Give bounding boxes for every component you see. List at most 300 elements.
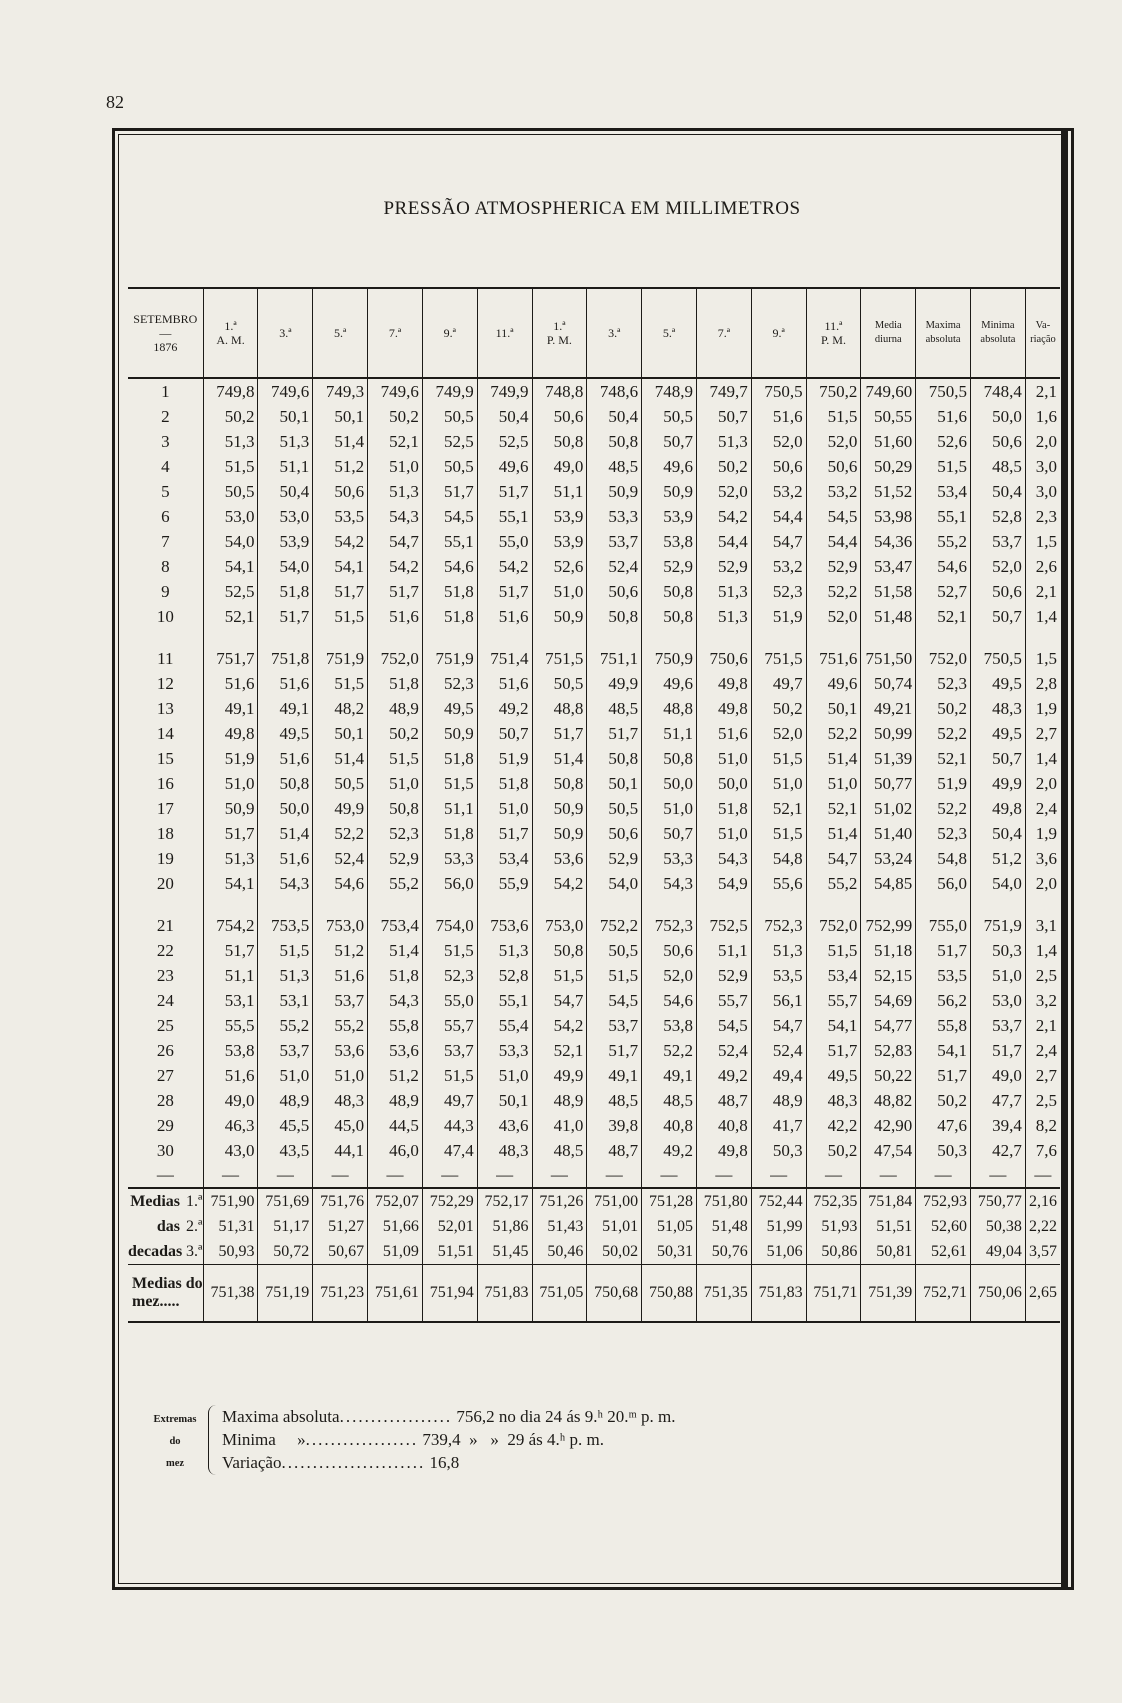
value-cell: 751,19 — [258, 1265, 313, 1323]
value-cell: 50,8 — [587, 429, 642, 454]
gap-cell — [422, 896, 477, 913]
value-cell: 752,29 — [422, 1188, 477, 1214]
table-row — [128, 871, 1060, 896]
value-cell: 53,3 — [477, 1038, 532, 1063]
value-cell: 51,1 — [532, 479, 587, 504]
value-cell: 49,8 — [696, 696, 751, 721]
spacer-cell — [128, 1322, 1060, 1337]
value-cell: 53,9 — [532, 504, 587, 529]
extremas-line-value: 756,2 no dia 24 ás 9.ʰ 20.ᵐ p. m. — [456, 1407, 676, 1426]
header-month — [128, 288, 203, 378]
value-cell: 51,48 — [861, 604, 916, 629]
value-cell: 51,8 — [422, 746, 477, 771]
value-cell: 50,7 — [971, 604, 1026, 629]
value-cell: 52,1 — [532, 1038, 587, 1063]
medias-row — [128, 1214, 1060, 1239]
value-cell: 51,7 — [203, 938, 258, 963]
value-cell: 2,4 — [1025, 796, 1060, 821]
value-cell: 51,18 — [861, 938, 916, 963]
value-cell: 51,0 — [532, 579, 587, 604]
value-cell: 54,1 — [916, 1038, 971, 1063]
table-row — [128, 646, 1060, 671]
value-cell: 52,4 — [751, 1038, 806, 1063]
value-cell: 53,7 — [258, 1038, 313, 1063]
value-cell: 51,99 — [751, 1214, 806, 1239]
gap-cell — [642, 629, 697, 646]
value-cell: 751,8 — [258, 646, 313, 671]
day-cell: 7 — [161, 531, 170, 551]
value-cell: 50,2 — [368, 404, 423, 429]
value-cell: 51,4 — [313, 429, 368, 454]
value-cell: 55,2 — [313, 1013, 368, 1038]
value-cell: 41,7 — [751, 1113, 806, 1138]
day-cell: 9 — [161, 581, 170, 601]
value-cell: 56,0 — [422, 871, 477, 896]
value-cell: 52,1 — [203, 604, 258, 629]
dash-cell: — — [916, 1163, 971, 1188]
header-col: 11.ª — [477, 288, 532, 378]
value-cell: 39,8 — [587, 1113, 642, 1138]
value-cell: 51,0 — [477, 1063, 532, 1088]
value-cell: 49,8 — [696, 1138, 751, 1163]
value-cell: 54,1 — [806, 1013, 861, 1038]
value-cell: 54,3 — [696, 846, 751, 871]
value-cell: 50,7 — [971, 746, 1026, 771]
value-cell: 1,6 — [1025, 404, 1060, 429]
value-cell: 50,3 — [916, 1138, 971, 1163]
value-cell: 40,8 — [642, 1113, 697, 1138]
value-cell: 50,8 — [587, 746, 642, 771]
value-cell: 2,5 — [1025, 963, 1060, 988]
value-cell: 50,86 — [806, 1239, 861, 1265]
value-cell: 51,8 — [368, 671, 423, 696]
value-cell: 51,7 — [587, 1038, 642, 1063]
dash-cell: — — [156, 1165, 174, 1184]
value-cell: 48,7 — [696, 1088, 751, 1113]
day-cell: 1 — [161, 381, 170, 401]
value-cell: 751,39 — [861, 1265, 916, 1323]
value-cell: 750,6 — [696, 646, 751, 671]
value-cell: 51,7 — [971, 1038, 1026, 1063]
table-row — [128, 378, 1060, 404]
value-cell: 51,4 — [806, 746, 861, 771]
value-cell: 52,2 — [313, 821, 368, 846]
value-cell: 751,9 — [313, 646, 368, 671]
value-cell: 52,01 — [422, 1214, 477, 1239]
value-cell: 752,3 — [751, 913, 806, 938]
value-cell: 750,88 — [642, 1265, 697, 1323]
value-cell: 50,8 — [642, 604, 697, 629]
value-cell: 50,77 — [861, 771, 916, 796]
value-cell: 51,4 — [806, 821, 861, 846]
value-cell: 53,6 — [368, 1038, 423, 1063]
value-cell: 1,5 — [1025, 646, 1060, 671]
value-cell: 50,1 — [313, 404, 368, 429]
value-cell: 51,0 — [806, 771, 861, 796]
value-cell: 50,9 — [532, 821, 587, 846]
value-cell: 42,7 — [971, 1138, 1026, 1163]
medias-row — [128, 1239, 1060, 1265]
header-col — [1025, 288, 1060, 378]
gap-cell — [128, 896, 203, 913]
value-cell: 3,1 — [1025, 913, 1060, 938]
value-cell: 1,4 — [1025, 746, 1060, 771]
extremas-line — [222, 1405, 676, 1428]
value-cell: 2,3 — [1025, 504, 1060, 529]
day-cell: 15 — [156, 748, 174, 768]
value-cell: 49,5 — [258, 721, 313, 746]
header-col — [916, 288, 971, 378]
value-cell: 51,86 — [477, 1214, 532, 1239]
medias-row — [128, 1188, 1060, 1214]
table-row — [128, 579, 1060, 604]
value-cell: 51,4 — [313, 746, 368, 771]
dash-cell: — — [1025, 1163, 1060, 1188]
value-cell: 54,5 — [806, 504, 861, 529]
value-cell: 52,2 — [806, 579, 861, 604]
value-cell: 51,7 — [368, 579, 423, 604]
gap-cell — [861, 896, 916, 913]
value-cell: 751,84 — [861, 1188, 916, 1214]
value-cell: 51,6 — [313, 963, 368, 988]
value-cell: 51,66 — [368, 1214, 423, 1239]
value-cell: 54,2 — [313, 529, 368, 554]
value-cell: 51,60 — [861, 429, 916, 454]
value-cell: 52,9 — [368, 846, 423, 871]
value-cell: 51,05 — [642, 1214, 697, 1239]
value-cell: 49,9 — [971, 771, 1026, 796]
header-col: 7.ª — [368, 288, 423, 378]
value-cell: 750,77 — [971, 1188, 1026, 1214]
value-cell: 753,5 — [258, 913, 313, 938]
value-cell: 752,35 — [806, 1188, 861, 1214]
gap-cell — [916, 896, 971, 913]
table-row — [128, 671, 1060, 696]
header-text: 1.ª — [553, 319, 566, 333]
value-cell: 51,4 — [368, 938, 423, 963]
value-cell: 50,5 — [422, 404, 477, 429]
value-cell: 51,40 — [861, 821, 916, 846]
value-cell: 751,76 — [313, 1188, 368, 1214]
value-cell: 54,85 — [861, 871, 916, 896]
value-cell: 53,24 — [861, 846, 916, 871]
gap-cell — [422, 629, 477, 646]
gap-cell — [477, 896, 532, 913]
value-cell: 49,8 — [971, 796, 1026, 821]
value-cell: 51,7 — [477, 479, 532, 504]
value-cell: 52,61 — [916, 1239, 971, 1265]
value-cell: 53,7 — [587, 529, 642, 554]
value-cell: 2,5 — [1025, 1088, 1060, 1113]
value-cell: 48,9 — [368, 696, 423, 721]
value-cell: 51,9 — [751, 604, 806, 629]
table-row — [128, 504, 1060, 529]
value-cell: 752,0 — [368, 646, 423, 671]
value-cell: 52,0 — [751, 721, 806, 746]
dash-cell: — — [422, 1163, 477, 1188]
value-cell: 51,4 — [258, 821, 313, 846]
value-cell: 51,39 — [861, 746, 916, 771]
value-cell: 51,7 — [422, 479, 477, 504]
value-cell: 54,0 — [203, 529, 258, 554]
value-cell: 750,9 — [642, 646, 697, 671]
value-cell: 53,5 — [916, 963, 971, 988]
value-cell: 51,0 — [203, 771, 258, 796]
value-cell: 752,07 — [368, 1188, 423, 1214]
value-cell: 53,7 — [587, 1013, 642, 1038]
value-cell: 53,7 — [313, 988, 368, 1013]
value-cell: 50,4 — [477, 404, 532, 429]
value-cell: 751,26 — [532, 1188, 587, 1214]
header-text: absoluta — [980, 334, 1016, 345]
value-cell: 51,3 — [258, 963, 313, 988]
value-cell: 53,7 — [422, 1038, 477, 1063]
day-cell: 30 — [156, 1140, 174, 1160]
value-cell: 752,93 — [916, 1188, 971, 1214]
gap-row — [128, 629, 1060, 646]
value-cell: 51,5 — [587, 963, 642, 988]
value-cell: 753,0 — [313, 913, 368, 938]
extremas-label-line: do — [169, 1436, 181, 1447]
value-cell: 49,7 — [751, 671, 806, 696]
table-row — [128, 721, 1060, 746]
value-cell: 50,6 — [587, 821, 642, 846]
value-cell: 50,9 — [532, 604, 587, 629]
value-cell: 54,0 — [587, 871, 642, 896]
header-text: Va- — [1035, 320, 1051, 331]
value-cell: 48,9 — [368, 1088, 423, 1113]
day-cell: 22 — [156, 940, 174, 960]
value-cell: 51,52 — [861, 479, 916, 504]
value-cell: 52,83 — [861, 1038, 916, 1063]
value-cell: 53,47 — [861, 554, 916, 579]
header-col — [861, 288, 916, 378]
value-cell: 53,0 — [971, 988, 1026, 1013]
value-cell: 51,1 — [696, 938, 751, 963]
value-cell: 751,23 — [313, 1265, 368, 1323]
value-cell: 51,0 — [751, 771, 806, 796]
gap-cell — [806, 629, 861, 646]
value-cell: 54,8 — [916, 846, 971, 871]
value-cell: 53,6 — [313, 1038, 368, 1063]
value-cell: 50,4 — [971, 479, 1026, 504]
value-cell: 55,6 — [751, 871, 806, 896]
value-cell: 51,5 — [422, 1063, 477, 1088]
value-cell: 54,3 — [368, 504, 423, 529]
value-cell: 50,8 — [532, 771, 587, 796]
value-cell: 2,16 — [1025, 1188, 1060, 1214]
gap-row — [128, 896, 1060, 913]
value-cell: 49,21 — [861, 696, 916, 721]
value-cell: 3,0 — [1025, 479, 1060, 504]
page-number: 82 — [106, 92, 124, 112]
value-cell: 52,6 — [532, 554, 587, 579]
decade-index: 2.ª — [186, 1217, 203, 1235]
day-cell: 17 — [156, 798, 174, 818]
value-cell: 55,0 — [477, 529, 532, 554]
value-cell: 50,1 — [258, 404, 313, 429]
value-cell: 52,9 — [806, 554, 861, 579]
table-row — [128, 746, 1060, 771]
value-cell: 51,4 — [532, 746, 587, 771]
value-cell: 55,1 — [477, 504, 532, 529]
value-cell: 8,2 — [1025, 1113, 1060, 1138]
value-cell: 50,6 — [532, 404, 587, 429]
value-cell: 51,6 — [477, 604, 532, 629]
value-cell: 50,7 — [642, 429, 697, 454]
day-cell: 13 — [156, 698, 174, 718]
value-cell: 2,65 — [1025, 1265, 1060, 1323]
mez-label-cell — [128, 1265, 203, 1323]
value-cell: 52,5 — [477, 429, 532, 454]
value-cell: 51,0 — [696, 746, 751, 771]
extremas-line — [222, 1428, 676, 1451]
value-cell: 51,6 — [751, 404, 806, 429]
extremas-line — [222, 1451, 676, 1474]
value-cell: 752,71 — [916, 1265, 971, 1323]
value-cell: 51,0 — [696, 821, 751, 846]
value-cell: 51,3 — [696, 604, 751, 629]
value-cell: 54,0 — [971, 871, 1026, 896]
day-cell: 3 — [161, 431, 170, 451]
value-cell: 51,01 — [587, 1214, 642, 1239]
value-cell: 54,4 — [696, 529, 751, 554]
value-cell: 50,1 — [587, 771, 642, 796]
value-cell: 51,0 — [313, 1063, 368, 1088]
value-cell: 53,9 — [258, 529, 313, 554]
value-cell: 55,1 — [916, 504, 971, 529]
value-cell: 51,1 — [642, 721, 697, 746]
value-cell: 751,5 — [532, 646, 587, 671]
value-cell: 52,0 — [751, 429, 806, 454]
value-cell: 55,7 — [696, 988, 751, 1013]
value-cell: 750,06 — [971, 1265, 1026, 1323]
value-cell: 51,45 — [477, 1239, 532, 1265]
header-col: 9.ª — [751, 288, 806, 378]
value-cell: 50,5 — [203, 479, 258, 504]
value-cell: 51,6 — [203, 1063, 258, 1088]
value-cell: 54,1 — [203, 554, 258, 579]
value-cell: 52,3 — [422, 963, 477, 988]
value-cell: 750,68 — [587, 1265, 642, 1323]
value-cell: 750,5 — [916, 378, 971, 404]
value-cell: 55,1 — [477, 988, 532, 1013]
value-cell: 50,81 — [861, 1239, 916, 1265]
day-cell: 18 — [156, 823, 174, 843]
value-cell: 51,8 — [422, 579, 477, 604]
value-cell: 751,69 — [258, 1188, 313, 1214]
header-text: Maxima — [925, 320, 961, 331]
value-cell: 751,83 — [751, 1265, 806, 1323]
value-cell: 49,5 — [971, 721, 1026, 746]
frame-right-rule — [1061, 128, 1068, 1590]
value-cell: 751,7 — [203, 646, 258, 671]
value-cell: 51,51 — [861, 1214, 916, 1239]
value-cell: 51,3 — [696, 429, 751, 454]
value-cell: 50,55 — [861, 404, 916, 429]
table-row — [128, 696, 1060, 721]
value-cell: 51,6 — [258, 746, 313, 771]
value-cell: 50,8 — [642, 579, 697, 604]
extremas-line-label: Minima » — [222, 1430, 306, 1449]
header-text: P. M. — [546, 333, 572, 347]
header-col: 5.ª — [642, 288, 697, 378]
value-cell: 52,0 — [971, 554, 1026, 579]
value-cell: 52,0 — [696, 479, 751, 504]
value-cell: 3,0 — [1025, 454, 1060, 479]
value-cell: 50,0 — [642, 771, 697, 796]
value-cell: 50,2 — [916, 1088, 971, 1113]
value-cell: 50,8 — [587, 604, 642, 629]
header-col: 3.ª — [258, 288, 313, 378]
value-cell: 752,17 — [477, 1188, 532, 1214]
value-cell: 43,5 — [258, 1138, 313, 1163]
value-cell: 49,2 — [696, 1063, 751, 1088]
value-cell: 50,9 — [532, 796, 587, 821]
day-cell: 20 — [156, 873, 174, 893]
value-cell: 51,5 — [532, 963, 587, 988]
value-cell: 52,15 — [861, 963, 916, 988]
value-cell: 53,0 — [203, 504, 258, 529]
value-cell: 48,9 — [258, 1088, 313, 1113]
value-cell: 43,6 — [477, 1113, 532, 1138]
value-cell: 1,4 — [1025, 604, 1060, 629]
value-cell: 49,6 — [642, 671, 697, 696]
value-cell: 51,8 — [258, 579, 313, 604]
value-cell: 50,9 — [203, 796, 258, 821]
value-cell: 55,0 — [422, 988, 477, 1013]
value-cell: 749,7 — [696, 378, 751, 404]
value-cell: 42,2 — [806, 1113, 861, 1138]
mez-row — [128, 1265, 1060, 1323]
value-cell: 49,1 — [642, 1063, 697, 1088]
value-cell: 751,61 — [368, 1265, 423, 1323]
day-cell: 2 — [161, 406, 170, 426]
value-cell: 53,1 — [258, 988, 313, 1013]
dash-cell: — — [806, 1163, 861, 1188]
gap-cell — [258, 896, 313, 913]
value-cell: 753,0 — [532, 913, 587, 938]
gap-cell — [696, 896, 751, 913]
day-cell: 19 — [156, 848, 174, 868]
value-cell: 51,7 — [258, 604, 313, 629]
medias-label-text: decadas — [128, 1242, 183, 1260]
value-cell: 49,2 — [477, 696, 532, 721]
value-cell: 51,9 — [477, 746, 532, 771]
value-cell: 54,2 — [532, 1013, 587, 1038]
value-cell: 52,1 — [916, 746, 971, 771]
value-cell: 54,4 — [806, 529, 861, 554]
value-cell: 51,6 — [916, 404, 971, 429]
value-cell: 2,7 — [1025, 721, 1060, 746]
value-cell: 50,1 — [806, 696, 861, 721]
extremas-label-line: Extremas — [153, 1414, 197, 1425]
medias-label-cell — [128, 1214, 203, 1239]
day-cell: 4 — [161, 456, 170, 476]
value-cell: 49,0 — [971, 1063, 1026, 1088]
value-cell: 54,77 — [861, 1013, 916, 1038]
value-cell: 749,6 — [368, 378, 423, 404]
value-cell: 54,6 — [916, 554, 971, 579]
header-col: 9.ª — [422, 288, 477, 378]
value-cell: 51,5 — [203, 454, 258, 479]
value-cell: 50,9 — [642, 479, 697, 504]
day-cell: 8 — [161, 556, 170, 576]
value-cell: 50,5 — [587, 796, 642, 821]
value-cell: 51,6 — [696, 721, 751, 746]
value-cell: 51,7 — [203, 821, 258, 846]
table-row — [128, 404, 1060, 429]
